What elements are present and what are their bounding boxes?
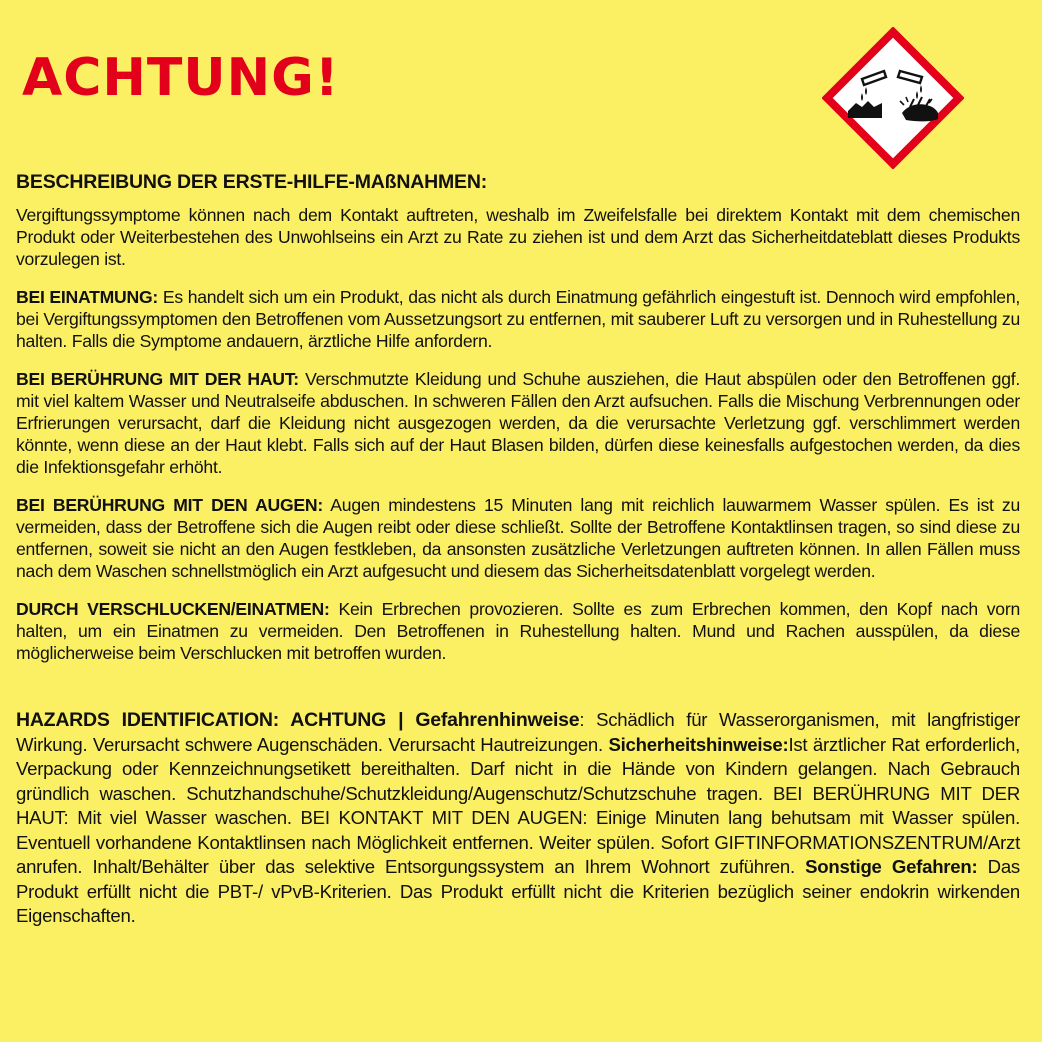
other-hazards-label: Sonstige Gefahren:	[805, 856, 978, 877]
page-title: ACHTUNG!	[22, 48, 340, 108]
first-aid-content	[16, 168, 1020, 929]
first-aid-intro: Vergiftungssymptome können nach dem Kontakt auftreten, weshalb im Zweifelsfalle bei direktem Kontakt mit dem chemischen Produkt oder Weiterbestehen des Unwohlseins ein Arzt zu Rate zu ziehen ist und dem Arzt das Sicherheitdateblatt dieses Produkts vorzulegen ist.	[16, 205, 1020, 269]
safety-label: Sicherheitshinweise:	[608, 733, 789, 755]
section-text: Kein Erbrechen provozieren. Sollte es zum Erbrechen kommen, den Kopf nach vorn halten, um ein Einatmen zu vermeiden. Den Betroffenen in Ruhestellung halten. Mund und Rachen ausspülen, da diese möglicherweise beim Verschlucken mit betroffen wurden.	[16, 599, 1020, 663]
section-eye-contact	[16, 494, 1020, 582]
hazards-identification	[16, 708, 1020, 929]
hazards-label: HAZARDS IDENTIFICATION: ACHTUNG | Gefahrenhinweise	[16, 709, 580, 731]
section-ingestion	[16, 598, 1020, 664]
corrosion-hazard-icon	[822, 27, 964, 169]
section-label: BEI BERÜHRUNG MIT DEN AUGEN:	[16, 495, 323, 515]
safety-text: Ist ärztlicher Rat erforderlich, Verpackung oder Kennzeichnungsetikett bereithalten. Darf nicht in die Hände von Kindern gelangen. Nach Gebrauch gründlich waschen. Schutzhandschuhe/Schutzkleidung/Augenschutz/Schutzschuhe tragen. BEI BERÜHRUNG MIT DER HAUT: Mit viel Wasser waschen. BEI KONTAKT MIT DEN AUGEN: Einige Minuten lang behutsam mit Wasser spülen. Eventuell vorhandene Kontaktlinsen nach Möglichkeit entfernen. Weiter spülen. Sofort GIFTINFORMATIONSZENTRUM/Arzt anrufen. Inhalt/Behälter über das selektive Entsorgungssystem an Ihrem Wohnort zuführen.	[16, 733, 1020, 877]
section-label: BEI BERÜHRUNG MIT DER HAUT:	[16, 369, 299, 389]
section-text: Verschmutzte Kleidung und Schuhe ausziehen, die Haut abspülen oder den Betroffenen ggf. mit viel kaltem Wasser und Neutralseife abduschen. In schweren Fällen den Arzt aufsuchen. Falls die Mischung Verbrennungen oder Erfrierungen verursacht, darf die Kleidung nicht ausgezogen werden, da die verursachte Verletzung ggf. verschlimmert werden könnte, wenn diese an der Haut klebt. Falls sich auf der Haut Blasen bilden, dürfen diese keinesfalls aufgestochen werden, da dies die Infektionsgefahr erhöht.	[16, 369, 1021, 477]
other-hazards-text: Das Produkt erfüllt nicht die PBT-/ vPvB-Kriterien. Das Produkt erfüllt nicht die Kriterien bezüglich seiner endokrin wirkenden Eigenschaften.	[16, 856, 1020, 926]
first-aid-heading: BESCHREIBUNG DER ERSTE-HILFE-MAßNAHMEN:	[16, 171, 488, 193]
section-inhalation	[16, 286, 1020, 352]
section-label: BEI EINATMUNG:	[16, 287, 158, 307]
hazards-text: : Schädlich für Wasserorganismen, mit langfristiger Wirkung. Verursacht schwere Augenschäden. Verursacht Hautreizungen.	[16, 709, 1020, 755]
section-text: Es handelt sich um ein Produkt, das nicht als durch Einatmung gefährlich eingestuft ist. Dennoch wird empfohlen, bei Vergiftungssymptomen den Betroffenen vom Aussetzungsort zu entfernen, mit sauberer Luft zu versorgen und in Ruhestellung zu halten. Falls die Symptome andauern, ärztliche Hilfe anfordern.	[16, 287, 1020, 351]
section-label: DURCH VERSCHLUCKEN/EINATMEN:	[16, 599, 330, 619]
section-text: Augen mindestens 15 Minuten lang mit reichlich lauwarmem Wasser spülen. Es ist zu vermeiden, dass der Betroffene sich die Augen reibt oder diese schließt. Sollte der Betroffene Kontaktlinsen tragen, so sind diese zu entfernen, soweit sie nicht an den Augen festkleben, da ansonsten zusätzliche Verletzungen auftreten können. In allen Fällen muss nach dem Waschen schnellstmöglich ein Arzt aufgesucht und diesem das Sicherheitsdatenblatt vorgelegt werden.	[16, 495, 1021, 581]
section-skin-contact	[16, 368, 1020, 478]
